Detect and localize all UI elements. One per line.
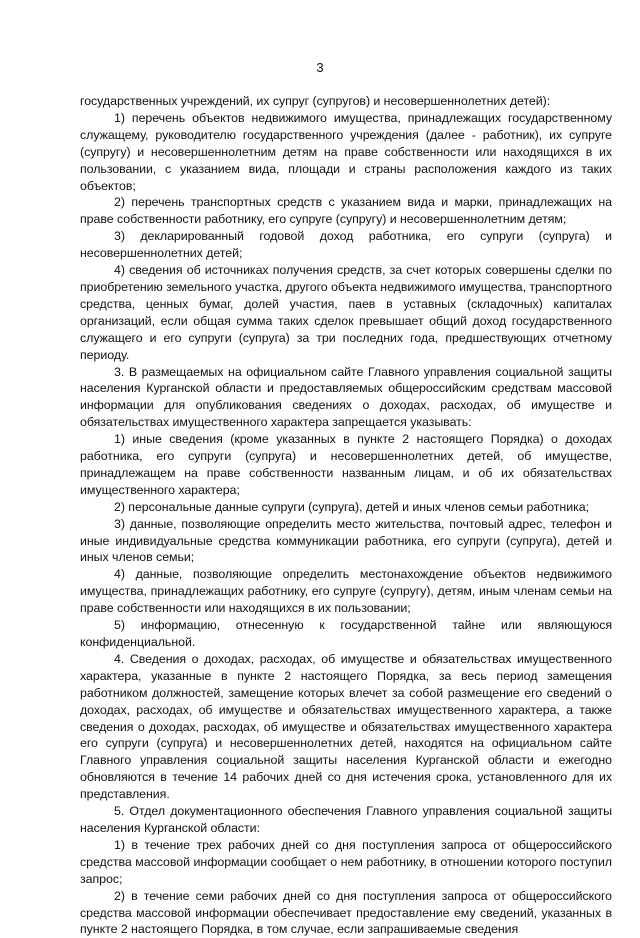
paragraph-item-3-income: 3) декларированный годовой доход работника, его супруги (супруга) и несовершеннолетних детей; xyxy=(80,229,612,261)
paragraph-section-3-item-3: 3) данные, позволяющие определить место жительства, почтовый адрес, телефон и иные индивидуальные средства коммуникации работника, его супруги (супруга), детей и иных членов семьи; xyxy=(80,516,612,565)
paragraph-section-3-item-5: 5) информацию, отнесенную к государственной тайне или являющуюся конфиденциальной. xyxy=(80,618,612,649)
page-number: 3 xyxy=(316,60,324,75)
paragraph-section-3-item-4: 4) данные, позволяющие определить местонахождение объектов недвижимого имущества, принадлежащих работнику, его супруге (супругу), детям, иным членам семьи на праве собственности или находящихся в их пользовании; xyxy=(80,567,612,616)
paragraph-section-5-item-1: 1) в течение трех рабочих дней со дня поступления запроса от общероссийского средства массовой информации сообщает о нем работнику, в отношении которого поступил запрос; xyxy=(80,837,612,886)
paragraph-item-2-vehicles: 2) перечень транспортных средств с указанием вида и марки, принадлежащих на праве собственности работнику, его супруге (супругу) и несовершеннолетним детям; xyxy=(80,195,612,227)
document-body xyxy=(80,93,612,938)
paragraph-section-3: 3. В размещаемых на официальном сайте Главного управления социальной защиты населения Курганской области и предоставляемых общероссийским средствам массовой информации для опубликования сведениях о доходах, расходах, об имуществе и обязательствах имущественного характера запрещается указывать: xyxy=(80,364,612,430)
paragraph-section-3-item-2: 2) персональные данные супруги (супруга), детей и иных членов семьи работника; xyxy=(114,499,589,514)
paragraph-section-5-item-2: 2) в течение семи рабочих дней со дня поступления запроса от общероссийского средства массовой информации обеспечивает предоставление ему сведений, указанных в пункте 2 настоящего Порядка, в том случае, если запрашиваемые сведения xyxy=(80,888,612,937)
paragraph-section-4: 4. Сведения о доходах, расходах, об имуществе и обязательствах имущественного характера, указанные в пункте 2 настоящего Порядка, за весь период замещения работником должностей, замещение которых влечет за собой размещение его сведений о доходах, расходах, об имуществе и обязательствах имущественного характера, а также сведения о доходах, расходах, об имуществе и обязательствах имущественного характера его супруги (супруга) и несовершеннолетних детей, находятся на официальном сайте Главного управления социальной защиты населения Курганской области и ежегодно обновляются в течение 14 рабочих дней со дня истечения срока, установленного для их представления. xyxy=(80,651,612,802)
paragraph-item-4-sources: 4) сведения об источниках получения средств, за счет которых совершены сделки по приобретению земельного участка, другого объекта недвижимого имущества, транспортного средства, ценных бумаг, долей участия, паев в уставных (складочных) капиталах организаций, если общая сумма таких сделок превышает общий доход государственного служащего и его супруги (супруга) за три последних года, предшествующих отчетному периоду. xyxy=(80,263,612,362)
paragraph-section-3-item-1: 1) иные сведения (кроме указанных в пункте 2 настоящего Порядка) о доходах работника, его супруги (супруга) и несовершеннолетних детей, об имуществе, принадлежащем на праве собственности названным лицам, и об их обязательствах имущественного характера; xyxy=(80,432,612,497)
paragraph-continuation: государственных учреждений, их супруг (супругов) и несовершеннолетних детей): xyxy=(80,94,551,108)
paragraph-section-5: 5. Отдел документационного обеспечения Главного управления социальной защиты населения Курганской области: xyxy=(80,804,612,835)
paragraph-item-1-real-estate: 1) перечень объектов недвижимого имущества, принадлежащих государственному служащему, руководителю государственного учреждения (далее - работник), их супруге (супругу) и несовершеннолетним детям на праве собственности или находящихся в их пользовании, с указанием вида, площади и страны расположения каждого из таких объектов; xyxy=(80,110,612,193)
